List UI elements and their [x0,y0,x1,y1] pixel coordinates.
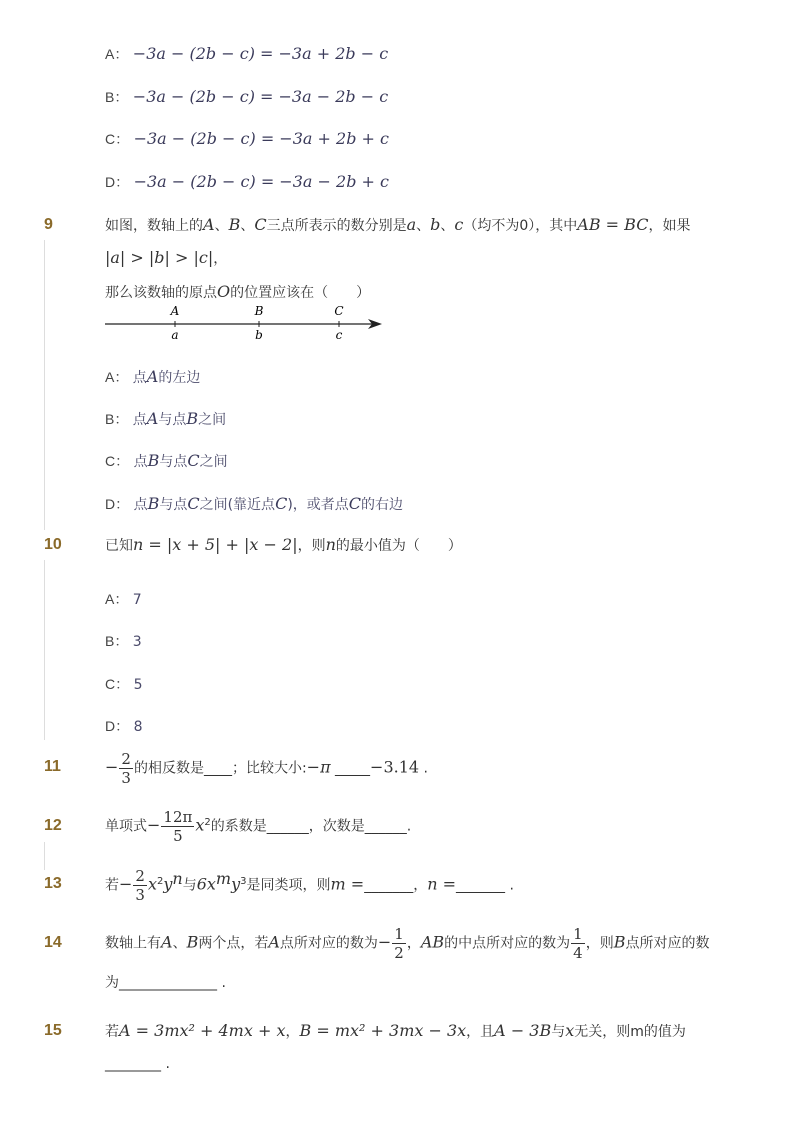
q10-option-d: D： 8 [105,718,143,735]
q8-option-a: A： −3a − (2b − c) = −3a + 2b − c [105,44,389,63]
q9-stem-line2: 那么该数轴的原点O的位置应该在（ ） [105,282,371,301]
q14-fraction-2: $\frac{1}{4}$ [573,925,583,962]
axis-label-A: A [170,304,180,318]
q12-number: 12 [44,817,62,834]
axis-label-B: B [254,304,264,318]
q12-fraction: $\frac{12\pi}{5}$ [163,808,193,845]
axis-label-C: C [334,304,344,318]
q12-stem: 单项式− $\frac{12\pi}{5}$ $x^2$的系数是______，次数是______. [105,808,412,845]
q14-fraction-1: $\frac{1}{2}$ [394,925,404,962]
q9-stem-line1: 如图，数轴上的A、B、C三点所表示的数分别是a、b、c（均不为0），其中AB = BC，如果 [105,215,691,234]
q8-option-b: B： −3a − (2b − c) = −3a − 2b − c [105,87,389,106]
q9-option-a: A： 点A的左边 [105,367,201,386]
q15-stem-line2: ________ . [105,1056,170,1072]
q14-number: 14 [44,934,62,951]
q10-stem: 已知n = |x + 5| + |x − 2|，则n的最小值为（ ） [105,535,462,554]
q9-divider [44,240,45,530]
q10-divider [44,560,45,740]
axis-value-a: a [171,328,179,342]
q12-divider [44,842,45,870]
axis-value-c: c [335,328,343,342]
q10-option-a: A： 7 [105,591,142,608]
q11-fraction: $\frac{2}{3}$ [121,750,131,787]
q11-number: 11 [44,758,61,775]
q13-fraction: $\frac{2}{3}$ [135,867,145,904]
q14-stem-line1: 数轴上有A、B两个点，若A点所对应的数为− $\frac{1}{2}$ ，AB的中点所对应的数为 $\frac{1}{4}$ ，则B点所对应的数 [105,925,710,962]
q8-option-d: D： −3a − (2b − c) = −3a − 2b + c [105,172,389,191]
q9-option-b: B： 点A与点B之间 [105,409,227,428]
axis-value-b: b [255,328,263,342]
q10-option-c: C： 5 [105,676,143,693]
q8-option-c: C： −3a − (2b − c) = −3a + 2b + c [105,129,389,148]
q13-stem: 若− $\frac{2}{3}$ $x^2y^n$与$6x^my^3$是同类项，则m =_______，n =_______ . [105,867,514,904]
q10-number: 10 [44,536,62,553]
q11-stem: − $\frac{2}{3}$ 的相反数是____；比较大小:−π _____−3.14 . [105,750,428,787]
q10-option-b: B： 3 [105,633,142,650]
number-line [100,302,390,344]
q13-number: 13 [44,875,62,892]
q9-number: 9 [44,216,53,233]
q9-stem-condition: |a| > |b| > |c|， [105,248,228,267]
q15-stem-line1: 若A = 3mx² + 4mx + x，B = mx² + 3mx − 3x，且A − 3B与x无关，则m的值为 [105,1021,686,1040]
q9-option-d: D： 点B与点C之间(靠近点C)，或者点C的右边 [105,494,404,513]
q15-number: 15 [44,1022,62,1039]
q14-stem-line2: 为______________ . [105,975,226,991]
q9-option-c: C： 点B与点C之间 [105,451,228,470]
